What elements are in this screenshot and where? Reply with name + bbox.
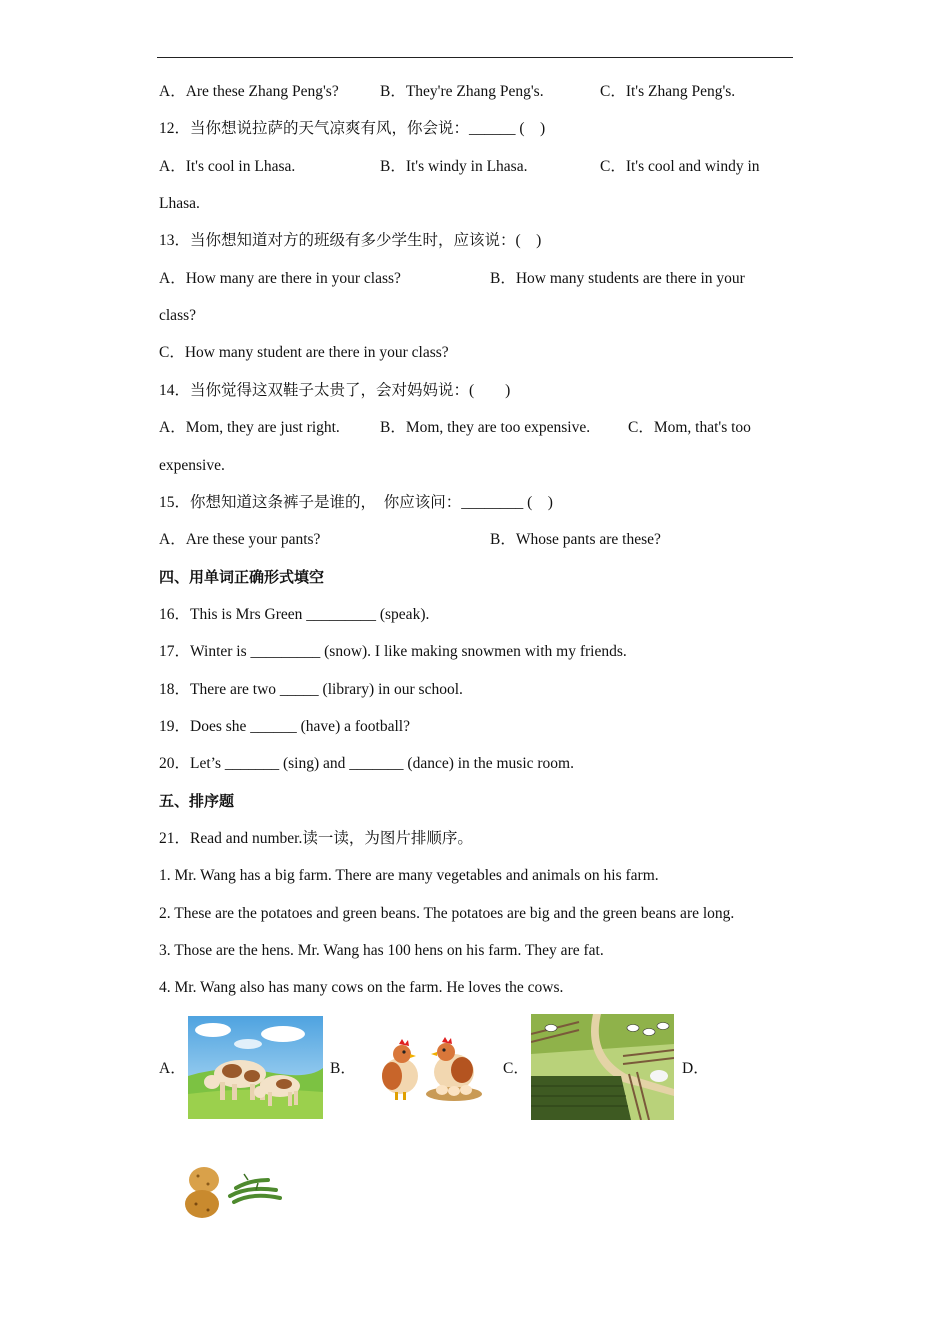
hens-picture — [372, 1036, 484, 1104]
header-rule — [157, 57, 793, 58]
q14-option-b: B．Mom, they are too expensive. — [380, 419, 591, 436]
q11-option-c: C．It's Zhang Peng's. — [600, 83, 736, 100]
q11-option-b: B．They're Zhang Peng's. — [380, 83, 544, 100]
sentence-2: 2. These are the potatoes and green beans. The potatoes are big and the green beans are long. — [159, 905, 735, 922]
q13-option-b-continued: class? — [159, 307, 197, 324]
q18: 18．There are two _____ (library) in our school. — [159, 681, 463, 698]
q15-option-a: A．Are these your pants? — [159, 531, 321, 548]
potatoes-and-beans-picture — [178, 1160, 286, 1226]
q15-stem: 15．你想知道这条裤子是谁的， 你应该问：________ ( ) — [159, 494, 553, 511]
q14-option-c: C．Mom, that's too — [628, 419, 751, 436]
sentence-4: 4. Mr. Wang also has many cows on the farm. He loves the cows. — [159, 979, 564, 996]
section-4-heading: 四、用单词正确形式填空 — [159, 568, 325, 586]
q11-option-a: A．Are these Zhang Peng's? — [159, 83, 339, 100]
q12-option-a: A．It's cool in Lhasa. — [159, 158, 296, 175]
cows-grazing-picture — [188, 1016, 323, 1119]
sentence-3: 3. Those are the hens. Mr. Wang has 100 hens on his farm. They are fat. — [159, 942, 604, 959]
q14-option-c-continued: expensive. — [159, 457, 225, 474]
picture-label-c: C． — [503, 1060, 529, 1077]
q13-option-a: A．How many are there in your class? — [159, 270, 401, 287]
q15-option-b: B．Whose pants are these? — [490, 531, 661, 548]
picture-label-a: A． — [159, 1060, 186, 1077]
q13-option-b: B．How many students are there in your — [490, 270, 745, 287]
q16: 16．This is Mrs Green _________ (speak). — [159, 606, 430, 623]
q12-stem: 12．当你想说拉萨的天气凉爽有风，你会说：______ ( ) — [159, 120, 546, 137]
q13-option-c: C．How many student are there in your class? — [159, 344, 449, 361]
q13-stem: 13．当你想知道对方的班级有多少学生时，应该说：( ) — [159, 232, 542, 249]
q17: 17．Winter is _________ (snow). I like making snowmen with my friends. — [159, 643, 627, 660]
q12-option-c-continued: Lhasa. — [159, 195, 200, 212]
sentence-1: 1. Mr. Wang has a big farm. There are many vegetables and animals on his farm. — [159, 867, 659, 884]
picture-label-b: B． — [330, 1060, 356, 1077]
q19: 19．Does she ______ (have) a football? — [159, 718, 410, 735]
picture-label-d: D． — [682, 1060, 709, 1077]
farm-field-picture — [531, 1014, 674, 1120]
q20: 20．Let’s _______ (sing) and _______ (dance) in the music room. — [159, 755, 574, 772]
q14-option-a: A．Mom, they are just right. — [159, 419, 340, 436]
q14-stem: 14．当你觉得这双鞋子太贵了，会对妈妈说：( ) — [159, 382, 511, 399]
section-5-heading: 五、排序题 — [159, 792, 235, 810]
q12-option-b: B．It's windy in Lhasa. — [380, 158, 528, 175]
q21-stem: 21．Read and number.读一读，为图片排顺序。 — [159, 830, 473, 847]
q12-option-c: C．It's cool and windy in — [600, 158, 760, 175]
